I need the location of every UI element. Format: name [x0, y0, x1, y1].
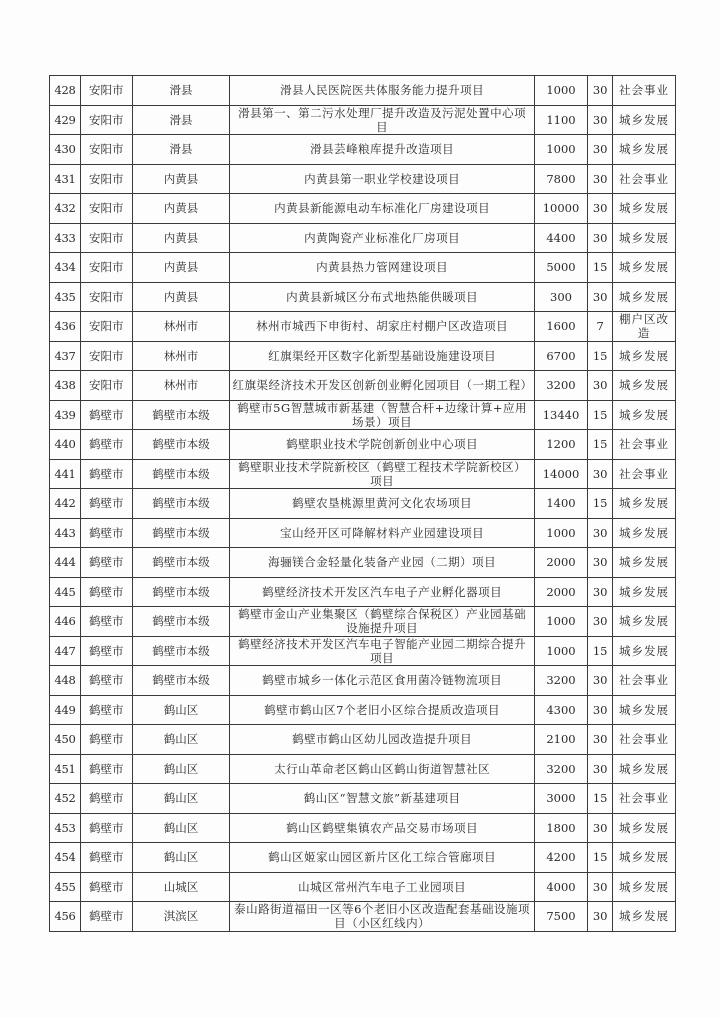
project-name-cell: 内黄县第一职业学校建设项目 — [230, 164, 534, 194]
city-cell: 鹤壁市 — [80, 666, 132, 696]
row-number: 446 — [50, 607, 81, 637]
years-cell: 30 — [588, 754, 613, 784]
row-number: 438 — [50, 371, 81, 401]
row-number: 452 — [50, 784, 81, 814]
project-table-body — [50, 76, 676, 932]
row-number: 454 — [50, 843, 81, 873]
category-cell: 城乡发展 — [613, 135, 676, 165]
row-number: 435 — [50, 282, 81, 312]
amount-cell: 1000 — [534, 518, 588, 548]
years-cell: 30 — [588, 164, 613, 194]
city-cell: 鹤壁市 — [80, 400, 132, 430]
city-cell: 安阳市 — [80, 312, 132, 342]
county-cell: 鹤山区 — [132, 695, 230, 725]
years-cell: 30 — [588, 872, 613, 902]
category-cell: 城乡发展 — [613, 813, 676, 843]
city-cell: 安阳市 — [80, 223, 132, 253]
county-cell: 林州市 — [132, 312, 230, 342]
city-cell: 鹤壁市 — [80, 725, 132, 755]
table-row — [50, 135, 676, 165]
category-cell: 社会事业 — [613, 76, 676, 106]
row-number: 451 — [50, 754, 81, 784]
city-cell: 安阳市 — [80, 194, 132, 224]
county-cell: 鹤山区 — [132, 784, 230, 814]
amount-cell: 7800 — [534, 164, 588, 194]
county-cell: 林州市 — [132, 341, 230, 371]
amount-cell: 14000 — [534, 459, 588, 489]
amount-cell: 4200 — [534, 843, 588, 873]
row-number: 428 — [50, 76, 81, 106]
amount-cell: 300 — [534, 282, 588, 312]
table-row — [50, 371, 676, 401]
table-row — [50, 253, 676, 283]
table-row — [50, 489, 676, 519]
county-cell: 鹤壁市本级 — [132, 577, 230, 607]
table-row — [50, 577, 676, 607]
table-row — [50, 76, 676, 106]
row-number: 449 — [50, 695, 81, 725]
table-row — [50, 902, 676, 932]
category-cell: 社会事业 — [613, 725, 676, 755]
project-name-cell: 太行山革命老区鹤山区鹤山街道智慧社区 — [230, 754, 534, 784]
row-number: 456 — [50, 902, 81, 932]
category-cell: 城乡发展 — [613, 577, 676, 607]
project-name-cell: 鹤壁市鹤山区7个老旧小区综合提质改造项目 — [230, 695, 534, 725]
years-cell: 30 — [588, 194, 613, 224]
table-row — [50, 784, 676, 814]
county-cell: 鹤壁市本级 — [132, 518, 230, 548]
project-name-cell: 鹤壁经济技术开发区汽车电子智能产业园二期综合提升项目 — [230, 636, 534, 666]
amount-cell: 1000 — [534, 76, 588, 106]
city-cell: 安阳市 — [80, 282, 132, 312]
amount-cell: 2100 — [534, 725, 588, 755]
table-row — [50, 105, 676, 135]
table-row — [50, 459, 676, 489]
row-number: 443 — [50, 518, 81, 548]
project-name-cell: 鹤壁农垦桃源里黄河文化农场项目 — [230, 489, 534, 519]
row-number: 430 — [50, 135, 81, 165]
county-cell: 鹤山区 — [132, 725, 230, 755]
row-number: 431 — [50, 164, 81, 194]
amount-cell: 2000 — [534, 577, 588, 607]
table-row — [50, 518, 676, 548]
table-row — [50, 548, 676, 578]
row-number: 448 — [50, 666, 81, 696]
project-name-cell: 红旗渠经济技术开发区创新创业孵化园项目（一期工程） — [230, 371, 534, 401]
amount-cell: 4300 — [534, 695, 588, 725]
project-name-cell: 红旗渠经开区数字化新型基础设施建设项目 — [230, 341, 534, 371]
amount-cell: 7500 — [534, 902, 588, 932]
project-name-cell: 内黄县热力管网建设项目 — [230, 253, 534, 283]
county-cell: 内黄县 — [132, 282, 230, 312]
table-row — [50, 400, 676, 430]
amount-cell: 1800 — [534, 813, 588, 843]
amount-cell: 1000 — [534, 636, 588, 666]
row-number: 444 — [50, 548, 81, 578]
county-cell: 鹤壁市本级 — [132, 400, 230, 430]
amount-cell: 13440 — [534, 400, 588, 430]
table-row — [50, 666, 676, 696]
years-cell: 15 — [588, 341, 613, 371]
category-cell: 城乡发展 — [613, 400, 676, 430]
city-cell: 鹤壁市 — [80, 754, 132, 784]
row-number: 437 — [50, 341, 81, 371]
city-cell: 鹤壁市 — [80, 902, 132, 932]
city-cell: 鹤壁市 — [80, 843, 132, 873]
county-cell: 鹤壁市本级 — [132, 607, 230, 637]
category-cell: 城乡发展 — [613, 105, 676, 135]
project-name-cell: 滑县第一、第二污水处理厂提升改造及污泥处置中心项目 — [230, 105, 534, 135]
amount-cell: 1000 — [534, 135, 588, 165]
county-cell: 内黄县 — [132, 164, 230, 194]
county-cell: 鹤壁市本级 — [132, 548, 230, 578]
city-cell: 鹤壁市 — [80, 459, 132, 489]
city-cell: 鹤壁市 — [80, 695, 132, 725]
amount-cell: 3200 — [534, 371, 588, 401]
amount-cell: 2000 — [534, 548, 588, 578]
county-cell: 滑县 — [132, 76, 230, 106]
amount-cell: 1100 — [534, 105, 588, 135]
project-name-cell: 鹤壁职业技术学院创新创业中心项目 — [230, 430, 534, 460]
project-name-cell: 泰山路街道福田一区等6个老旧小区改造配套基础设施项目（小区红线内） — [230, 902, 534, 932]
category-cell: 城乡发展 — [613, 194, 676, 224]
years-cell: 30 — [588, 813, 613, 843]
city-cell: 鹤壁市 — [80, 784, 132, 814]
county-cell: 鹤山区 — [132, 843, 230, 873]
table-row — [50, 813, 676, 843]
years-cell: 30 — [588, 518, 613, 548]
project-name-cell: 鹤山区姬家山园区新片区化工综合管廊项目 — [230, 843, 534, 873]
category-cell: 城乡发展 — [613, 607, 676, 637]
table-row — [50, 223, 676, 253]
years-cell: 15 — [588, 636, 613, 666]
table-row — [50, 341, 676, 371]
table-row — [50, 607, 676, 637]
row-number: 455 — [50, 872, 81, 902]
category-cell: 社会事业 — [613, 459, 676, 489]
years-cell: 30 — [588, 695, 613, 725]
category-cell: 城乡发展 — [613, 902, 676, 932]
table-row — [50, 282, 676, 312]
years-cell: 30 — [588, 223, 613, 253]
years-cell: 15 — [588, 489, 613, 519]
years-cell: 30 — [588, 459, 613, 489]
row-number: 447 — [50, 636, 81, 666]
amount-cell: 5000 — [534, 253, 588, 283]
city-cell: 安阳市 — [80, 371, 132, 401]
years-cell: 30 — [588, 725, 613, 755]
amount-cell: 6700 — [534, 341, 588, 371]
category-cell: 社会事业 — [613, 164, 676, 194]
category-cell: 城乡发展 — [613, 341, 676, 371]
project-name-cell: 鹤山区鹤壁集镇农产品交易市场项目 — [230, 813, 534, 843]
category-cell: 城乡发展 — [613, 518, 676, 548]
city-cell: 鹤壁市 — [80, 636, 132, 666]
project-name-cell: 内黄陶瓷产业标准化厂房项目 — [230, 223, 534, 253]
category-cell: 城乡发展 — [613, 253, 676, 283]
category-cell: 城乡发展 — [613, 695, 676, 725]
city-cell: 鹤壁市 — [80, 489, 132, 519]
table-row — [50, 872, 676, 902]
years-cell: 30 — [588, 548, 613, 578]
city-cell: 鹤壁市 — [80, 813, 132, 843]
amount-cell: 4400 — [534, 223, 588, 253]
project-name-cell: 鹤山区“智慧文旅”新基建项目 — [230, 784, 534, 814]
city-cell: 鹤壁市 — [80, 430, 132, 460]
project-name-cell: 宝山经开区可降解材料产业园建设项目 — [230, 518, 534, 548]
city-cell: 鹤壁市 — [80, 577, 132, 607]
city-cell: 鹤壁市 — [80, 518, 132, 548]
amount-cell: 1600 — [534, 312, 588, 342]
project-name-cell: 内黄县新城区分布式地热能供暖项目 — [230, 282, 534, 312]
table-row — [50, 754, 676, 784]
years-cell: 15 — [588, 430, 613, 460]
years-cell: 30 — [588, 371, 613, 401]
amount-cell: 4000 — [534, 872, 588, 902]
project-name-cell: 内黄县新能源电动车标准化厂房建设项目 — [230, 194, 534, 224]
category-cell: 社会事业 — [613, 666, 676, 696]
city-cell: 鹤壁市 — [80, 872, 132, 902]
years-cell: 15 — [588, 784, 613, 814]
years-cell: 15 — [588, 843, 613, 873]
county-cell: 林州市 — [132, 371, 230, 401]
amount-cell: 1000 — [534, 607, 588, 637]
row-number: 450 — [50, 725, 81, 755]
city-cell: 安阳市 — [80, 164, 132, 194]
row-number: 434 — [50, 253, 81, 283]
project-name-cell: 鹤壁职业技术学院新校区（鹤壁工程技术学院新校区）项目 — [230, 459, 534, 489]
category-cell: 城乡发展 — [613, 548, 676, 578]
project-name-cell: 林州市城西下申街村、胡家庄村棚户区改造项目 — [230, 312, 534, 342]
category-cell: 城乡发展 — [613, 282, 676, 312]
years-cell: 30 — [588, 577, 613, 607]
table-row — [50, 312, 676, 342]
county-cell: 鹤山区 — [132, 813, 230, 843]
project-name-cell: 鹤壁市5G智慧城市新基建（智慧合杆+边缘计算+应用场景）项目 — [230, 400, 534, 430]
project-table — [49, 75, 676, 932]
category-cell: 城乡发展 — [613, 754, 676, 784]
city-cell: 安阳市 — [80, 253, 132, 283]
years-cell: 30 — [588, 902, 613, 932]
row-number: 436 — [50, 312, 81, 342]
county-cell: 鹤壁市本级 — [132, 636, 230, 666]
row-number: 441 — [50, 459, 81, 489]
county-cell: 山城区 — [132, 872, 230, 902]
category-cell: 城乡发展 — [613, 843, 676, 873]
project-name-cell: 滑县芸峰粮库提升改造项目 — [230, 135, 534, 165]
years-cell: 7 — [588, 312, 613, 342]
row-number: 432 — [50, 194, 81, 224]
table-row — [50, 843, 676, 873]
years-cell: 30 — [588, 76, 613, 106]
table-row — [50, 430, 676, 460]
county-cell: 淇滨区 — [132, 902, 230, 932]
city-cell: 安阳市 — [80, 135, 132, 165]
category-cell: 社会事业 — [613, 784, 676, 814]
years-cell: 30 — [588, 135, 613, 165]
years-cell: 15 — [588, 400, 613, 430]
project-name-cell: 滑县人民医院医共体服务能力提升项目 — [230, 76, 534, 106]
row-number: 453 — [50, 813, 81, 843]
project-name-cell: 鹤壁市金山产业集聚区（鹤壁综合保税区）产业园基础设施提升项目 — [230, 607, 534, 637]
years-cell: 30 — [588, 666, 613, 696]
city-cell: 安阳市 — [80, 76, 132, 106]
table-row — [50, 164, 676, 194]
county-cell: 鹤壁市本级 — [132, 489, 230, 519]
city-cell: 安阳市 — [80, 341, 132, 371]
row-number: 442 — [50, 489, 81, 519]
county-cell: 鹤壁市本级 — [132, 666, 230, 696]
table-row — [50, 636, 676, 666]
category-cell: 社会事业 — [613, 430, 676, 460]
row-number: 445 — [50, 577, 81, 607]
amount-cell: 10000 — [534, 194, 588, 224]
category-cell: 城乡发展 — [613, 223, 676, 253]
project-name-cell: 鹤壁市鹤山区幼儿园改造提升项目 — [230, 725, 534, 755]
county-cell: 鹤山区 — [132, 754, 230, 784]
county-cell: 滑县 — [132, 105, 230, 135]
amount-cell: 1200 — [534, 430, 588, 460]
years-cell: 30 — [588, 105, 613, 135]
category-cell: 城乡发展 — [613, 636, 676, 666]
county-cell: 滑县 — [132, 135, 230, 165]
table-row — [50, 695, 676, 725]
row-number: 439 — [50, 400, 81, 430]
county-cell: 内黄县 — [132, 194, 230, 224]
project-name-cell: 鹤壁经济技术开发区汽车电子产业孵化器项目 — [230, 577, 534, 607]
category-cell: 城乡发展 — [613, 489, 676, 519]
row-number: 433 — [50, 223, 81, 253]
category-cell: 城乡发展 — [613, 371, 676, 401]
city-cell: 鹤壁市 — [80, 548, 132, 578]
project-name-cell: 海骊镁合金轻量化装备产业园（二期）项目 — [230, 548, 534, 578]
table-row — [50, 725, 676, 755]
amount-cell: 3000 — [534, 784, 588, 814]
amount-cell: 1400 — [534, 489, 588, 519]
amount-cell: 3200 — [534, 754, 588, 784]
row-number: 429 — [50, 105, 81, 135]
years-cell: 30 — [588, 607, 613, 637]
county-cell: 内黄县 — [132, 223, 230, 253]
city-cell: 鹤壁市 — [80, 607, 132, 637]
county-cell: 鹤壁市本级 — [132, 459, 230, 489]
table-row — [50, 194, 676, 224]
row-number: 440 — [50, 430, 81, 460]
city-cell: 安阳市 — [80, 105, 132, 135]
years-cell: 30 — [588, 282, 613, 312]
county-cell: 鹤壁市本级 — [132, 430, 230, 460]
category-cell: 棚户区改造 — [613, 312, 676, 342]
county-cell: 内黄县 — [132, 253, 230, 283]
project-name-cell: 鹤壁市城乡一体化示范区食用菌冷链物流项目 — [230, 666, 534, 696]
years-cell: 15 — [588, 253, 613, 283]
project-name-cell: 山城区常州汽车电子工业园项目 — [230, 872, 534, 902]
category-cell: 城乡发展 — [613, 872, 676, 902]
amount-cell: 3200 — [534, 666, 588, 696]
